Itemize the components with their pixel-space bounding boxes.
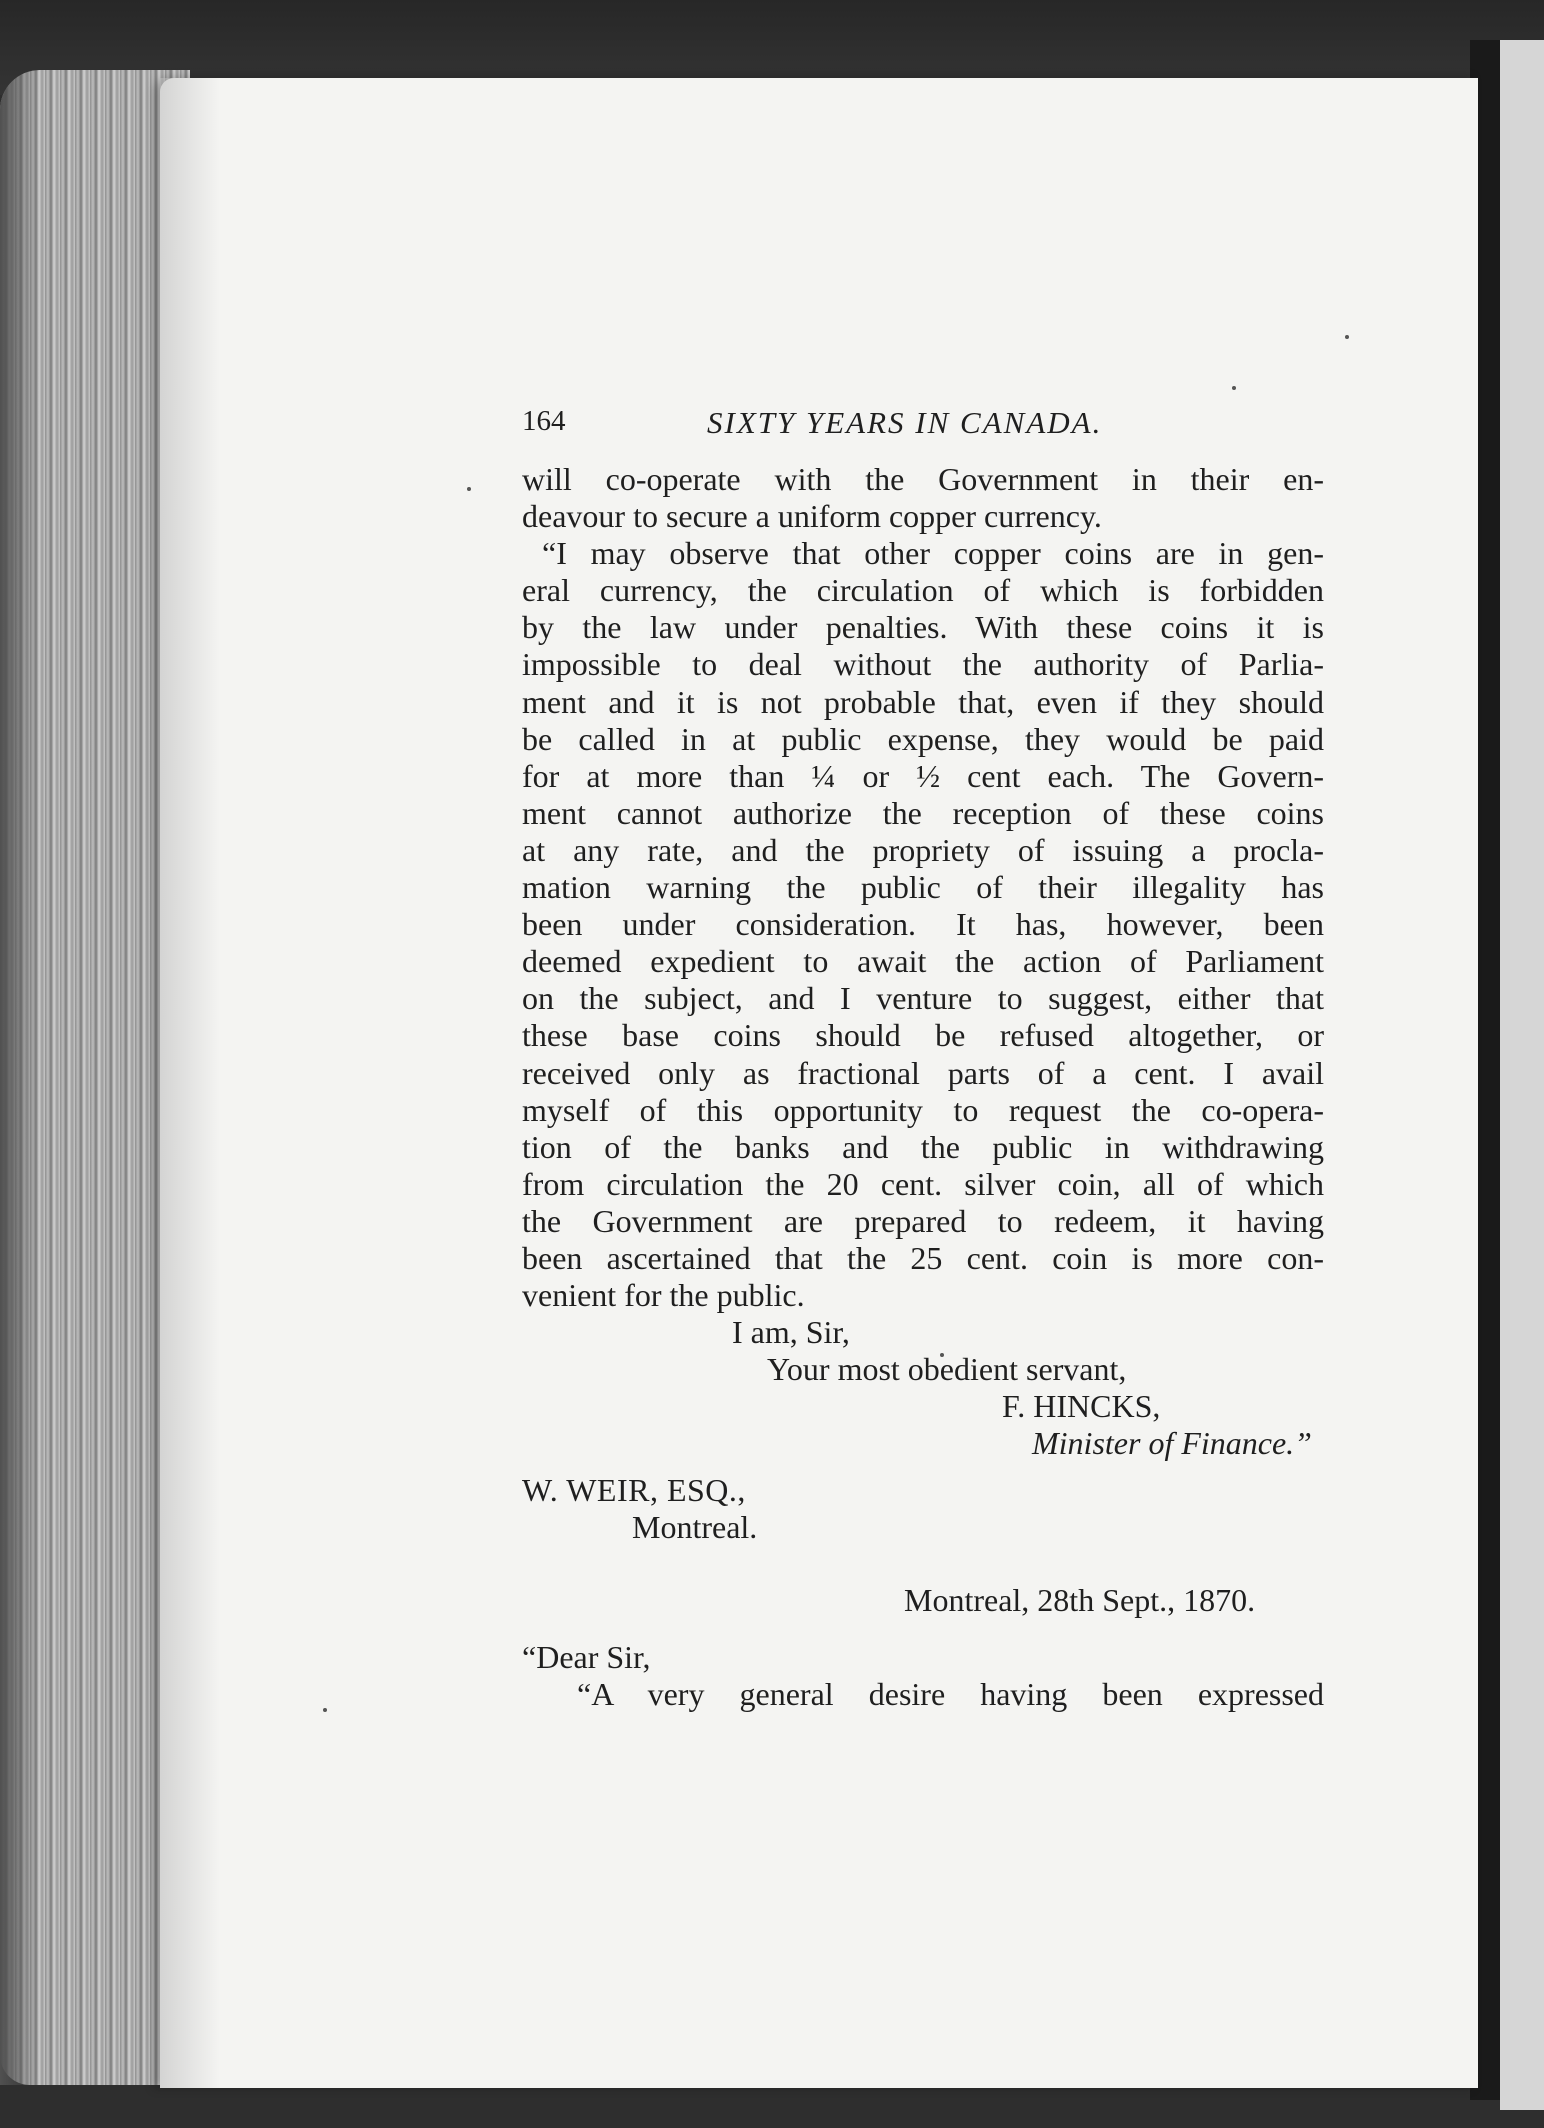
scan-speck: [1232, 386, 1236, 390]
signature-block: [522, 1314, 1342, 1462]
body-line: eral currency, the circulation of which is forbidden: [522, 572, 1324, 609]
signature-salutation: I am, Sir,: [732, 1314, 850, 1351]
body-line: “I may observe that other copper coins are in gen-: [542, 535, 1324, 572]
body-line: impossible to deal without the authority of Parlia-: [522, 646, 1324, 683]
body-line: deemed expedient to await the action of Parliament: [522, 943, 1324, 980]
addressee-city: Montreal.: [632, 1509, 758, 1546]
signature-title: Minister of Finance.”: [1032, 1425, 1312, 1462]
body-line: been ascertained that the 25 cent. coin is more con-: [522, 1239, 1324, 1276]
addressee-name: W. WEIR, ESQ.,: [522, 1472, 746, 1509]
body-line: by the law under penalties. With these coins it is: [522, 609, 1324, 646]
body-line: will co-operate with the Government in their en-: [522, 461, 1324, 497]
body-line: for at more than ¼ or ½ cent each. The Govern-: [522, 757, 1324, 794]
page-number: 164: [522, 405, 566, 437]
running-head: SIXTY YEARS IN CANADA.: [707, 405, 1103, 440]
letter-dateline: Montreal, 28th Sept., 1870.: [904, 1582, 1256, 1619]
body-line: at any rate, and the propriety of issuing a procla-: [522, 831, 1324, 868]
body-line: the Government are prepared to redeem, it having: [522, 1202, 1324, 1239]
addressee-block: [522, 1472, 1342, 1546]
body-line: tion of the banks and the public in withdrawing: [522, 1128, 1324, 1165]
body-line: from circulation the 20 cent. silver coin, all of which: [522, 1165, 1324, 1202]
facing-page-edge: [1500, 40, 1544, 2110]
body-line: ment and it is not probable that, even if they should: [522, 683, 1324, 720]
scan-speck: [467, 487, 471, 491]
book-edge-shadow: [0, 70, 40, 2085]
signature-name: F. HINCKS,: [1002, 1388, 1161, 1425]
body-line: on the subject, and I venture to suggest, either that: [522, 980, 1324, 1017]
body-line: venient for the public.: [522, 1277, 805, 1314]
signature-closing: Your most obedient servant,: [767, 1351, 1127, 1388]
page-text: [522, 405, 1342, 1713]
scan-speck: [1345, 335, 1349, 339]
body-line: deavour to secure a uniform copper currency.: [522, 498, 1102, 535]
body-line: be called in at public expense, they would be paid: [522, 720, 1324, 757]
body-line: mation warning the public of their illegality has: [522, 869, 1324, 906]
scan-speck: [323, 1708, 327, 1712]
body-line: received only as fractional parts of a cent. I avail: [522, 1054, 1324, 1091]
body-line: ment cannot authorize the reception of these coins: [522, 794, 1324, 831]
body-line: these base coins should be refused altogether, or: [522, 1017, 1324, 1054]
page-header: [522, 405, 1342, 461]
body-line: myself of this opportunity to request the co-opera-: [522, 1091, 1324, 1128]
letter-body: [522, 461, 1342, 1314]
letter-opening-line: “A very general desire having been expressed: [577, 1676, 1324, 1713]
letter-greeting: “Dear Sir,: [522, 1639, 651, 1676]
body-line: been under consideration. It has, however, been: [522, 906, 1324, 943]
page-curl-shade: [160, 78, 220, 2088]
